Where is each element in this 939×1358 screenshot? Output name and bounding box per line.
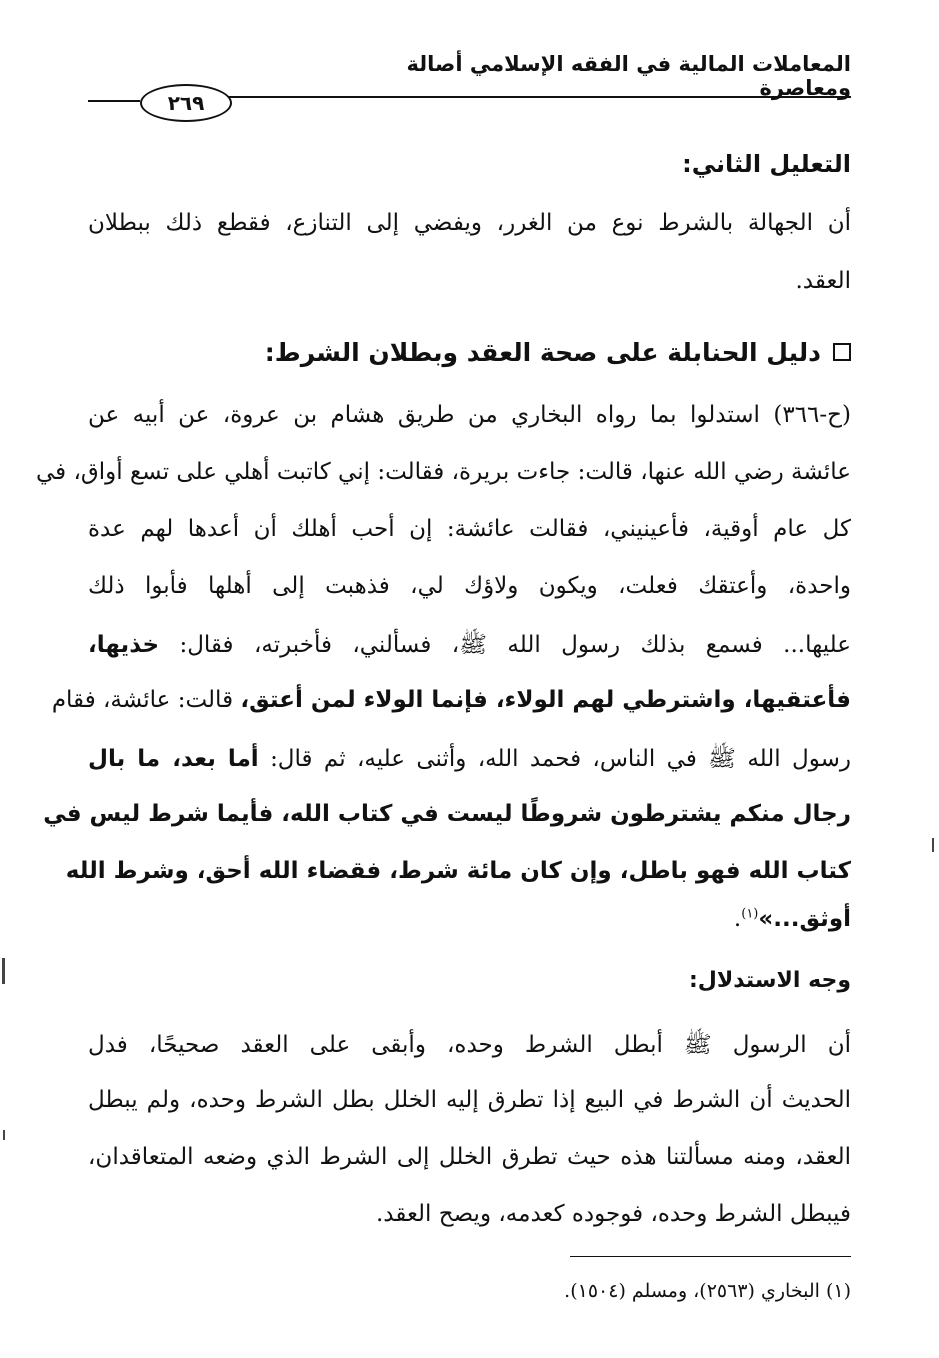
hadith-line bbox=[88, 630, 851, 664]
hadith-line: رجال منكم يشترطون شروطًا ليست في كتاب الله، فأيما شرط ليس في bbox=[43, 801, 851, 827]
paragraph-line: أن الرسول ﷺ أبطل الشرط وحده، وأبقى على العقد صحيحًا، فدل bbox=[88, 1032, 851, 1058]
hadith-text: رسول الله ﷺ في الناس، فحمد الله، وأثنى عليه، ثم قال: bbox=[270, 746, 851, 772]
scan-mark bbox=[932, 838, 934, 852]
page-number: ٢٦٩ bbox=[140, 84, 232, 122]
scan-mark bbox=[3, 1130, 5, 1140]
hadith-line bbox=[51, 687, 851, 713]
subheading-text: دليل الحنابلة على صحة العقد وبطلان الشرط: bbox=[264, 338, 821, 367]
paragraph-line: العقد، ومنه مسألتنا هذه حيث تطرق الخلل إلى الشرط الذي وضعه المتعاقدان، bbox=[88, 1144, 851, 1170]
hadith-text: عليها... فسمع بذلك رسول الله ﷺ، فسألني، فأخبرته، فقال: bbox=[179, 632, 851, 658]
paragraph-line: العقد. bbox=[795, 268, 851, 294]
hadith-line: كتاب الله فهو باطل، وإن كان مائة شرط، فقضاء الله أحق، وشرط الله bbox=[65, 858, 851, 884]
hadith-text: . bbox=[733, 906, 742, 932]
hadith-line bbox=[88, 744, 851, 778]
checkbox-icon bbox=[833, 343, 851, 361]
subheading bbox=[88, 338, 851, 367]
paragraph-line: فيبطل الشرط وحده، فوجوده كعدمه، ويصح العقد. bbox=[375, 1201, 851, 1227]
hadith-quote: أما بعد، ما بال bbox=[88, 746, 259, 772]
hadith-quote: أوثق...» bbox=[758, 906, 851, 932]
paragraph-line: أن الجهالة بالشرط نوع من الغرر، ويفضي إلى التنازع، فقطع ذلك ببطلان bbox=[88, 210, 851, 236]
running-header: المعاملات المالية في الفقه الإسلامي أصالة ومعاصرة bbox=[406, 52, 851, 100]
hadith-line: كل عام أوقية، فأعينيني، فقالت عائشة: إن أحب أهلك أن أعدها لهم عدة bbox=[88, 516, 851, 542]
header-rule bbox=[228, 96, 851, 98]
paragraph-line: الحديث أن الشرط في البيع إذا تطرق إليه الخلل بطل الشرط وحده، ولم يبطل bbox=[88, 1087, 851, 1113]
section-heading: التعليل الثاني: bbox=[682, 150, 851, 178]
hadith-quote: فأعتقيها، واشترطي لهم الولاء، فإنما الولاء لمن أعتق، bbox=[240, 687, 851, 713]
hadith-line: عائشة رضي الله عنها، قالت: جاءت بريرة، فقالت: إني كاتبت أهلي على تسع أواق، في bbox=[36, 459, 851, 485]
footnote-ref: (١) bbox=[741, 906, 759, 922]
hadith-line bbox=[88, 906, 851, 932]
hadith-quote: خذيها، bbox=[88, 632, 160, 658]
footnote-rule bbox=[570, 1256, 851, 1257]
footnote: (١) البخاري (٢٥٦٣)، ومسلم (١٥٠٤). bbox=[564, 1280, 851, 1302]
inference-heading: وجه الاستدلال: bbox=[688, 968, 851, 993]
header-rule-left bbox=[88, 100, 140, 102]
scan-mark bbox=[2, 958, 5, 984]
hadith-text: قالت: عائشة، فقام bbox=[51, 687, 234, 713]
hadith-line: واحدة، وأعتقك فعلت، ويكون ولاؤك لي، فذهبت إلى أهلها فأبوا ذلك bbox=[88, 573, 851, 599]
hadith-line: (ح-٣٦٦) استدلوا بما رواه البخاري من طريق هشام بن عروة، عن أبيه عن bbox=[88, 402, 851, 428]
